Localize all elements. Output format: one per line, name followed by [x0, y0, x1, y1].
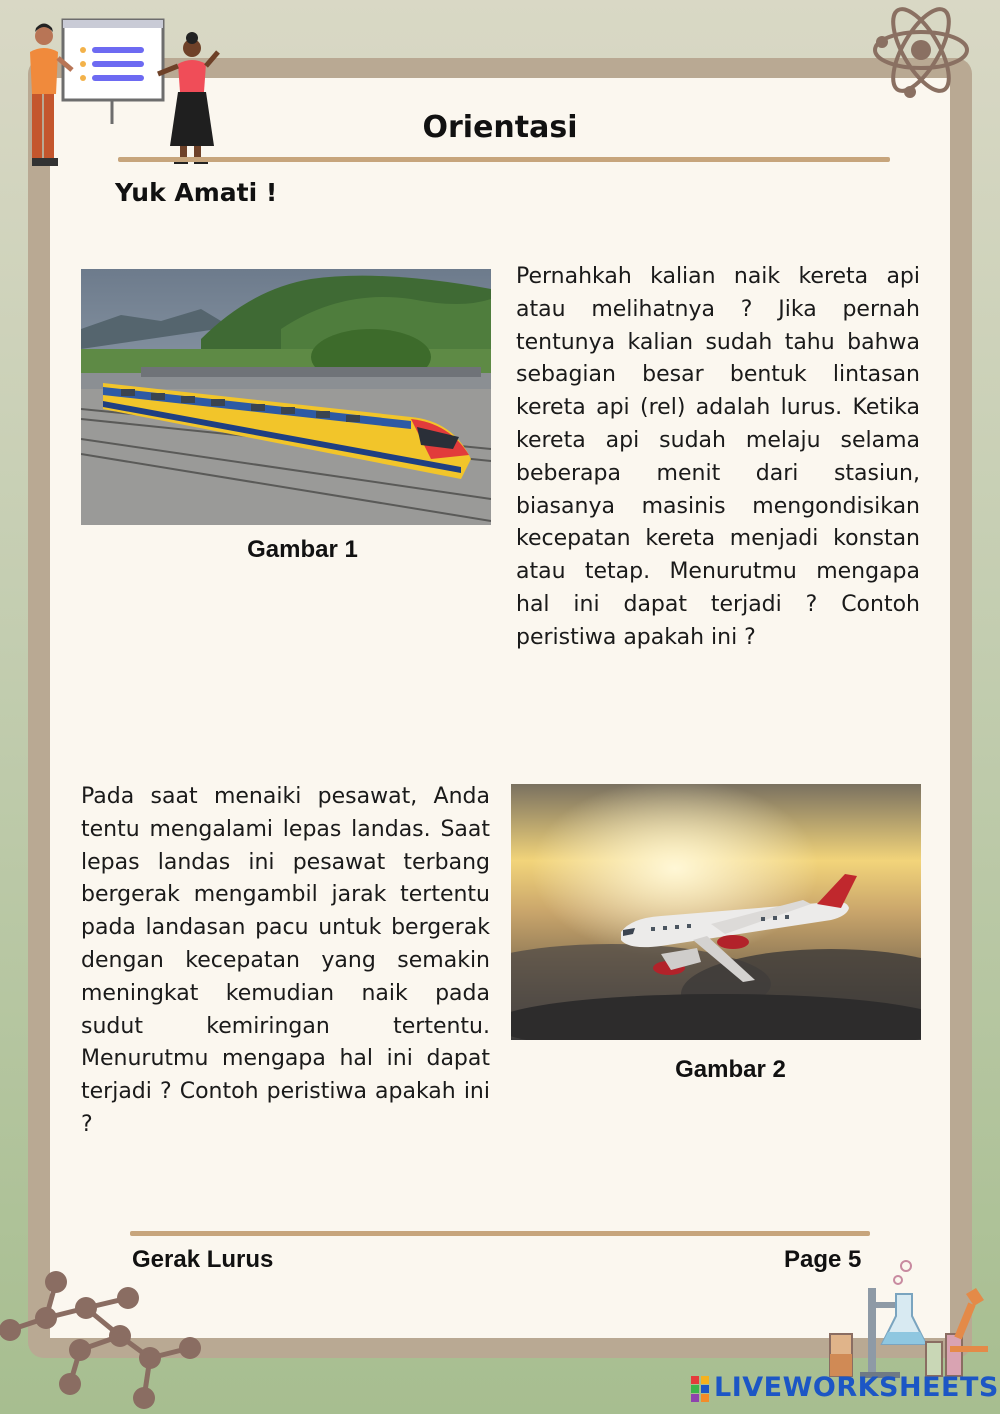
section-1-paragraph: Pernahkah kalian naik kereta api atau melihatnya ? Jika pernah tentunya kalian sudah tahu bahwa sebagian besar bentuk lintasan kereta api (rel) adalah lurus. Ketika kereta api sudah melaju selama beberapa menit dari stasiun, biasanya masinis mengondisikan kecepatan kereta menjadi konstan atau tetap. Menurutmu mengapa hal ini dapat terjadi ? Contoh peristiwa apakah ini ? — [516, 264, 920, 650]
airplane-photo — [511, 784, 921, 1040]
title-underline — [118, 157, 890, 162]
train-photo — [81, 269, 491, 525]
molecule-icon — [0, 1266, 210, 1414]
figure-2-caption: Gambar 2 — [675, 1056, 786, 1083]
atom-icon — [866, 2, 976, 102]
section-2-paragraph: Pada saat menaiki pesawat, Anda tentu mengalami lepas landas. Saat lepas landas ini pesawat terbang bergerak mengambil jarak tertentu pada landasan pacu untuk bergerak dengan kecepatan yang semakin meningkat kemudian naik pada sudut kemiringan tertentu. Menurutmu mengapa hal ini dapat terjadi ? Contoh peristiwa apakah ini ? — [81, 784, 490, 1137]
figure-1-caption: Gambar 1 — [247, 536, 358, 563]
footer-title: Gerak Lurus — [132, 1246, 274, 1273]
page-number: Page 5 — [784, 1246, 862, 1273]
laboratory-equipment-icon — [826, 1258, 992, 1378]
footer-rule — [130, 1231, 870, 1236]
section-heading: Yuk Amati ! — [115, 178, 278, 207]
page-title: Orientasi — [422, 110, 578, 145]
watermark-text: LIVEWORKSHEETS — [714, 1372, 999, 1403]
liveworksheets-logo-icon — [691, 1376, 709, 1402]
presentation-illustration-icon — [8, 14, 228, 174]
